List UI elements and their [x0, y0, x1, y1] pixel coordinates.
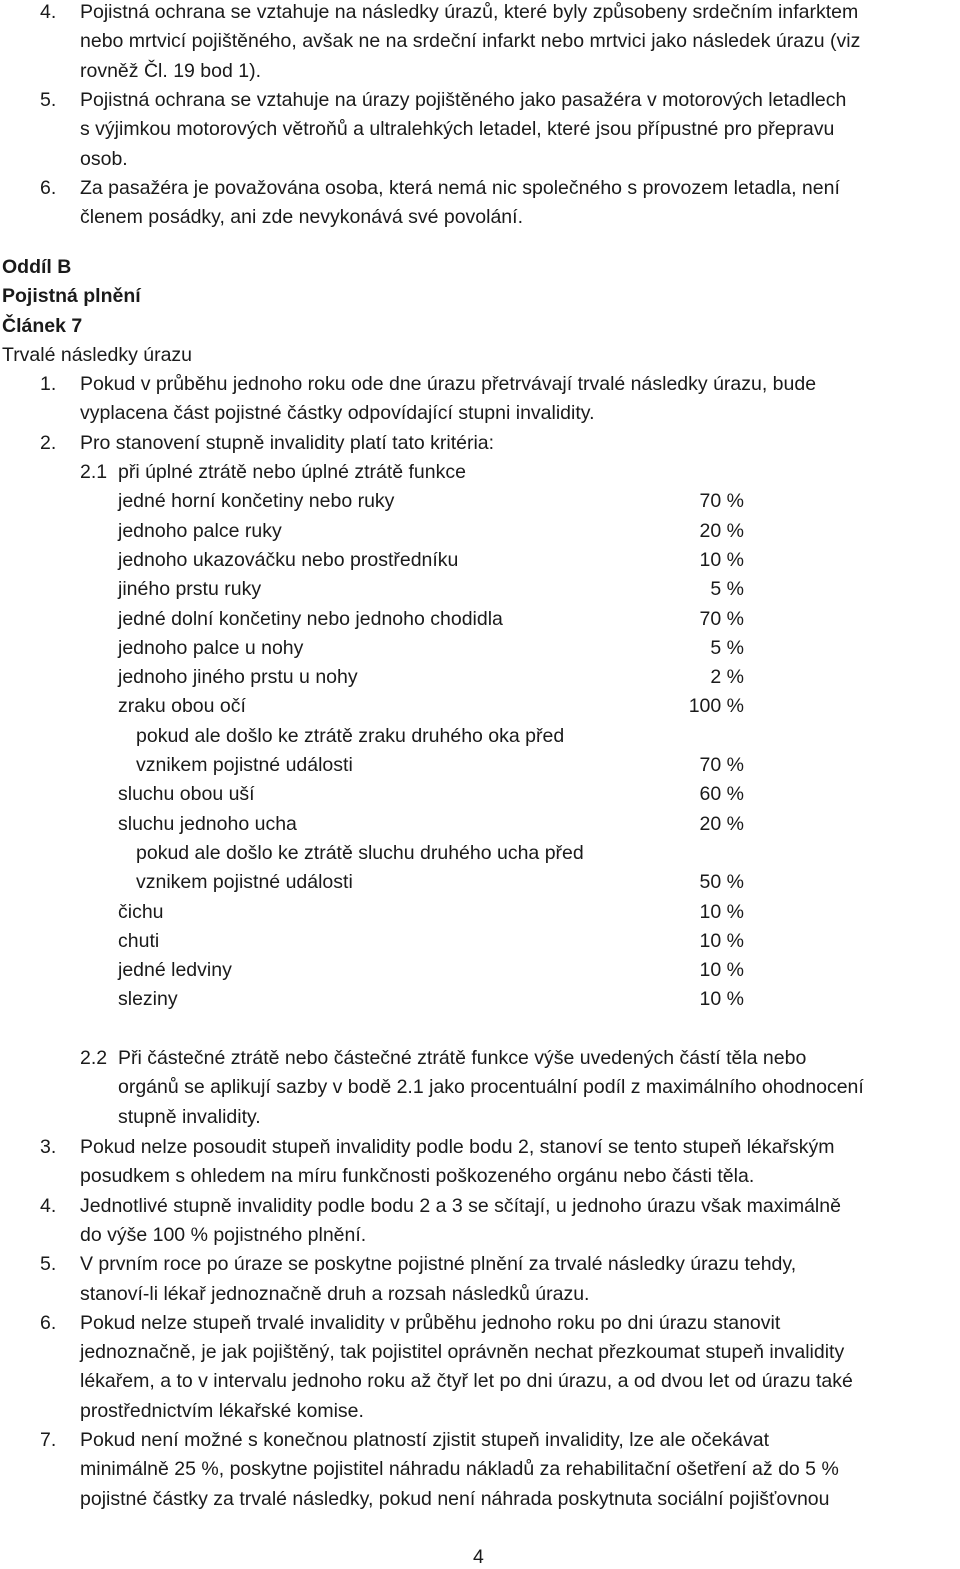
- subitem-number: 2.1: [80, 461, 108, 483]
- article-item-text-line: posudkem s ohledem na míru funkčnosti poškozeného orgánu nebo části těla.: [80, 1165, 755, 1188]
- article-item-text-line: Pokud nelze posoudit stupeň invalidity podle bodu 2, stanoví se tento stupeň lékařským: [80, 1136, 835, 1158]
- top-item-text-line: s výjimkou motorových větroňů a ultralehkých letadel, které jsou přípustné pro přepravu: [80, 118, 835, 141]
- section-oddil: Oddíl B: [2, 256, 72, 278]
- table-row-percentage: 70 %: [699, 754, 744, 776]
- article-title: Článek 7: [2, 314, 83, 337]
- table-row-label: jedné dolní končetiny nebo jednoho chodidla: [118, 607, 503, 630]
- table-row-label: sluchu jednoho ucha: [118, 812, 297, 835]
- top-item-text-line: Pojistná ochrana se vztahuje na úrazy pojištěného jako pasažéra v motorových letadlech: [80, 88, 847, 111]
- table-row-percentage: 100 %: [688, 695, 744, 718]
- top-item-text-line: Za pasažéra je považována osoba, která nemá nic společného s provozem letadla, není: [80, 176, 840, 199]
- table-row-percentage: 50 %: [699, 871, 744, 894]
- table-row-percentage: 70 %: [699, 490, 744, 513]
- table-row-percentage: 2 %: [710, 666, 744, 689]
- page-number: 4: [473, 1546, 484, 1568]
- table-row-percentage: 5 %: [710, 636, 744, 659]
- section-title: Pojistná plnění: [2, 285, 141, 308]
- table-row-label: vznikem pojistné události: [136, 871, 353, 894]
- article-subtitle: Trvalé následky úrazu: [2, 343, 193, 366]
- top-item-number: 6.: [40, 176, 57, 199]
- subitem-number: 2.2: [80, 1047, 108, 1069]
- subitem-text-line: stupně invalidity.: [118, 1105, 261, 1128]
- table-row-label: jednoho palce u nohy: [118, 636, 304, 659]
- table-row-percentage: 10 %: [699, 548, 744, 571]
- article-item-text-line: Pro stanovení stupně invalidity platí tato kritéria:: [80, 431, 495, 454]
- top-item-text-line: Pojistná ochrana se vztahuje na následky úrazů, které byly způsobeny srdečním infarktem: [80, 1, 859, 23]
- table-row-percentage: 10 %: [699, 900, 744, 923]
- subitem-text: při úplné ztrátě nebo úplné ztrátě funkce: [118, 461, 466, 483]
- article-item-number: 6.: [40, 1311, 57, 1334]
- table-row-percentage: 10 %: [699, 988, 744, 1011]
- table-row-label: jednoho palce ruky: [118, 519, 282, 542]
- article-item-text-line: lékařem, a to v intervalu jednoho roku až čtyř let po dni úrazu, a od dvou let od úrazu také: [80, 1370, 853, 1393]
- article-item-text-line: vyplacena část pojistné částky odpovídající stupni invalidity.: [80, 402, 595, 425]
- table-row-percentage: 70 %: [699, 607, 744, 630]
- table-row-label: sluchu obou uší: [118, 783, 255, 806]
- table-row-label: jedné ledviny: [118, 959, 232, 982]
- table-row-label: jiného prstu ruky: [118, 578, 262, 601]
- article-item-text-line: V prvním roce po úraze se poskytne pojistné plnění za trvalé následky úrazu tehdy,: [80, 1253, 797, 1276]
- article-item-number: 3.: [40, 1136, 57, 1158]
- article-item-text-line: Pokud není možné s konečnou platností zjistit stupeň invalidity, lze ale očekávat: [80, 1429, 770, 1451]
- table-row-label: vznikem pojistné události: [136, 754, 353, 776]
- article-item-number: 4.: [40, 1194, 57, 1217]
- table-row-label: jednoho ukazováčku nebo prostředníku: [118, 548, 459, 571]
- article-item-number: 2.: [40, 431, 57, 454]
- article-item-text-line: stanoví-li lékař jednoznačně druh a rozsah následků úrazu.: [80, 1282, 590, 1305]
- top-item-text-line: rovněž Čl. 19 bod 1).: [80, 59, 262, 82]
- table-row-label: pokud ale došlo ke ztrátě zraku druhého oka před: [136, 724, 565, 747]
- subitem-text-line: Při částečné ztrátě nebo částečné ztrátě funkce výše uvedených částí těla nebo: [118, 1047, 807, 1069]
- article-item-text-line: do výše 100 % pojistného plnění.: [80, 1223, 367, 1246]
- subitem-text-line: orgánů se aplikují sazby v bodě 2.1 jako procentuální podíl z maximálního ohodnocení: [118, 1076, 864, 1099]
- table-row-label: pokud ale došlo ke ztrátě sluchu druhého ucha před: [136, 841, 584, 864]
- article-item-text-line: pojistné částky za trvalé následky, pokud není náhrada poskytnuta sociální pojišťovnou: [80, 1487, 830, 1510]
- top-item-number: 5.: [40, 88, 57, 111]
- table-row-percentage: 5 %: [710, 578, 744, 601]
- top-item-text-line: osob.: [80, 147, 128, 170]
- table-row-percentage: 10 %: [699, 959, 744, 982]
- article-item-text-line: jednoznačně, je jak pojištěný, tak pojistitel oprávněn nechat přezkoumat stupeň invalidity: [80, 1341, 845, 1364]
- table-row-label: jedné horní končetiny nebo ruky: [118, 490, 395, 513]
- article-item-number: 5.: [40, 1253, 57, 1276]
- top-item-number: 4.: [40, 1, 57, 23]
- article-item-text-line: Jednotlivé stupně invalidity podle bodu 2 a 3 se sčítají, u jednoho úrazu však maximálně: [80, 1194, 841, 1217]
- table-row-label: chuti: [118, 929, 160, 952]
- top-item-text-line: nebo mrtvicí pojištěného, avšak ne na srdeční infarkt nebo mrtvici jako následek úrazu (viz: [80, 30, 861, 53]
- article-item-number: 7.: [40, 1429, 57, 1451]
- table-row-percentage: 10 %: [699, 929, 744, 952]
- table-row-percentage: 60 %: [699, 783, 744, 806]
- article-item-text-line: Pokud nelze stupeň trvalé invalidity v průběhu jednoho roku po dni úrazu stanovit: [80, 1311, 781, 1334]
- table-row-label: jednoho jiného prstu u nohy: [118, 666, 358, 689]
- table-row-label: čichu: [118, 900, 164, 923]
- table-row-percentage: 20 %: [699, 812, 744, 835]
- table-row-label: sleziny: [118, 988, 178, 1011]
- article-item-number: 1.: [40, 373, 57, 395]
- article-item-text-line: Pokud v průběhu jednoho roku ode dne úrazu přetrvávají trvalé následky úrazu, bude: [80, 373, 817, 395]
- table-row-label: zraku obou očí: [118, 695, 246, 718]
- table-row-percentage: 20 %: [699, 519, 744, 542]
- top-item-text-line: členem posádky, ani zde nevykonává své povolání.: [80, 206, 523, 229]
- article-item-text-line: minimálně 25 %, poskytne pojistitel náhradu nákladů za rehabilitační ošetření až do 5 %: [80, 1458, 839, 1481]
- article-item-text-line: prostřednictvím lékařské komise.: [80, 1399, 364, 1422]
